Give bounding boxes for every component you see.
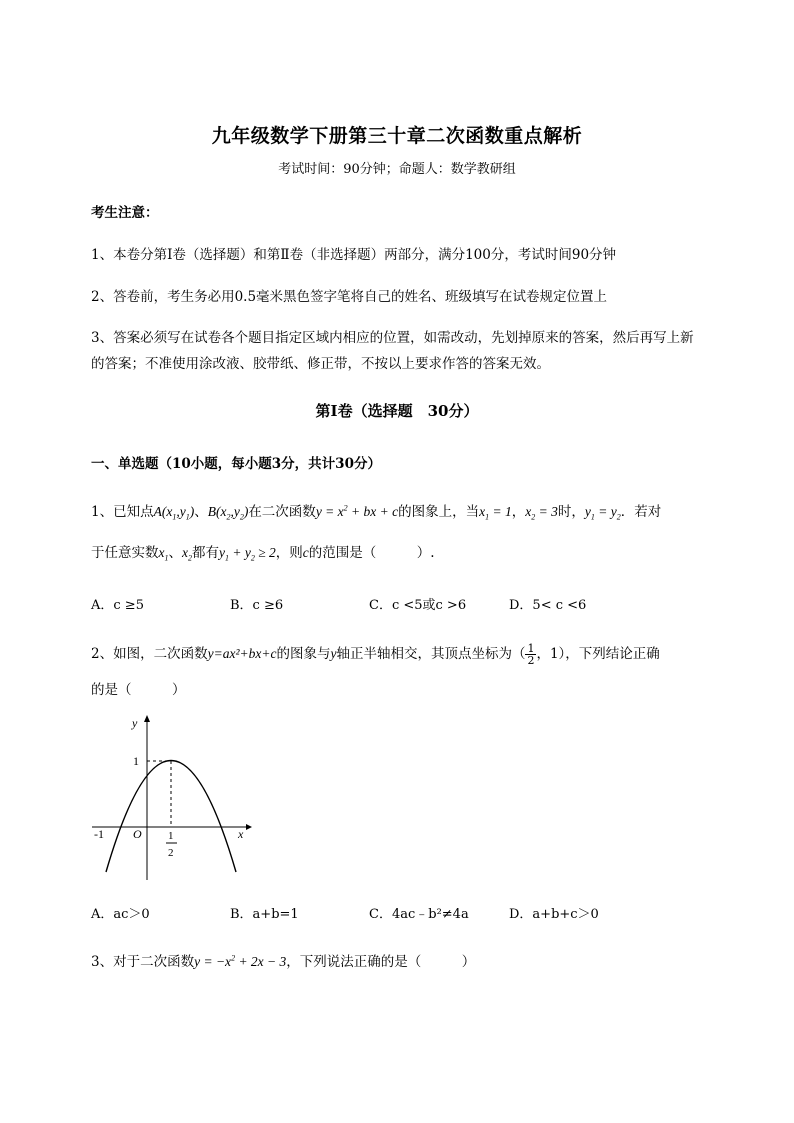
q2-text: 轴正半轴相交，其顶点坐标为（ (336, 646, 526, 662)
q1-option-d[interactable]: D．5< c <6 (509, 598, 587, 613)
q1-text: 的图象上，当 (398, 504, 480, 520)
tick-label-half-num: 1 (168, 830, 174, 842)
q1-option-b[interactable]: B．c ≥6 (230, 598, 284, 613)
parabola-graph (88, 710, 258, 885)
vertex-fraction: $\frac{1}{2}$ (527, 642, 535, 667)
tick-label-neg-one: -1 (94, 827, 104, 841)
q2-y-axis: y (330, 646, 337, 661)
c-symbol: c (302, 545, 309, 560)
notice-item-3: 3、答案必须写在试卷各个题目指定区域内相应的位置，如需改动，先划掉原来的答案，然后再写上新 (91, 330, 694, 346)
question-1-line-2 (91, 541, 435, 563)
notice-heading: 考生注意： (91, 205, 159, 221)
q2-option-b[interactable]: B．a+b=1 (230, 907, 299, 922)
y-axis-arrow (144, 715, 150, 722)
q2-formula: y=ax²+bx+c (207, 646, 277, 661)
q1-text: 于任意实数 (91, 545, 159, 561)
q1-option-a[interactable]: A．c ≥5 (91, 598, 144, 613)
q2-option-a[interactable]: A．ac＞0 (91, 907, 150, 922)
q1-text: 都有 (192, 545, 219, 561)
question-2-line-2: 的是（ ） (91, 682, 186, 698)
x2-value: $x_2 = 3$ (525, 504, 558, 522)
q1-text: ，则 (275, 545, 303, 561)
inequality: $y_1 + y_2 \ge 2$ (219, 545, 276, 563)
question-3-line-1 (91, 950, 475, 970)
point-a: $A(x_1,y_1)$ (153, 504, 195, 522)
q1-text: 的范围是（ ）. (308, 545, 435, 561)
page-title: 九年级数学下册第三十章二次函数重点解析 (211, 125, 583, 147)
tick-label-one: 1 (133, 754, 139, 768)
q1-option-c[interactable]: C．c <5或c >6 (369, 598, 467, 613)
point-b: $B(x_2,y_2)$ (207, 504, 249, 522)
q1-text: ， (511, 504, 526, 520)
q2-option-d[interactable]: D．a+b+c＞0 (509, 907, 599, 922)
q1-text: 在二次函数 (248, 504, 316, 520)
q2-text: 的图象与 (276, 646, 331, 662)
q2-text: ，1），下列结论正确 (536, 646, 660, 662)
notice-item-1: 1、本卷分第I卷（选择题）和第Ⅱ卷（非选择题）两部分，满分100分，考试时间90分钟 (91, 247, 617, 263)
part-heading: 一、单选题（10小题，每小题3分，共计30分） (91, 456, 381, 472)
q1-text: 1、已知点 (91, 504, 154, 520)
function-formula: $y = x^2$ + bx + c (315, 503, 399, 519)
notice-item-2: 2、答卷前，考生务必用0.5毫米黑色签字笔将自己的姓名、班级填写在试卷规定位置上 (91, 289, 608, 305)
q2-text: 2、如图，二次函数 (91, 646, 208, 662)
y-equal: $y_1 = y_2$ (584, 504, 621, 522)
x-axis-label: x (238, 827, 244, 841)
page-subtitle: 考试时间：90分钟；命题人：数学教研组 (278, 162, 516, 177)
x2-symbol: $x_2$ (182, 545, 192, 563)
q1-text: 、 (194, 504, 208, 520)
notice-item-3-cont: 的答案；不准使用涂改液、胶带纸、修正带，不按以上要求作答的答案无效。 (91, 356, 550, 372)
section-title: 第I卷（选择题 30分） (315, 402, 479, 420)
y-axis-label: y (132, 716, 138, 730)
origin-label: O (133, 827, 142, 841)
question-2-line-1 (91, 642, 660, 666)
q1-text: 、 (168, 545, 182, 561)
x1-symbol: $x_1$ (158, 545, 169, 563)
q1-text: 时， (557, 504, 585, 520)
tick-label-half-den: 2 (168, 847, 174, 859)
question-1-line-1 (91, 500, 661, 522)
x1-value: $x_1 = 1$ (479, 504, 512, 522)
q3-text: ，下列说法正确的是（ ） (286, 954, 476, 970)
x-axis-arrow (246, 824, 252, 830)
q1-text: ．若对 (620, 504, 662, 520)
q3-formula: $y = -x^2 + 2x - 3$ (194, 953, 287, 969)
q3-text: 3、对于二次函数 (91, 954, 195, 970)
q2-option-c[interactable]: C．4ac﹣b²≠4a (369, 907, 469, 922)
